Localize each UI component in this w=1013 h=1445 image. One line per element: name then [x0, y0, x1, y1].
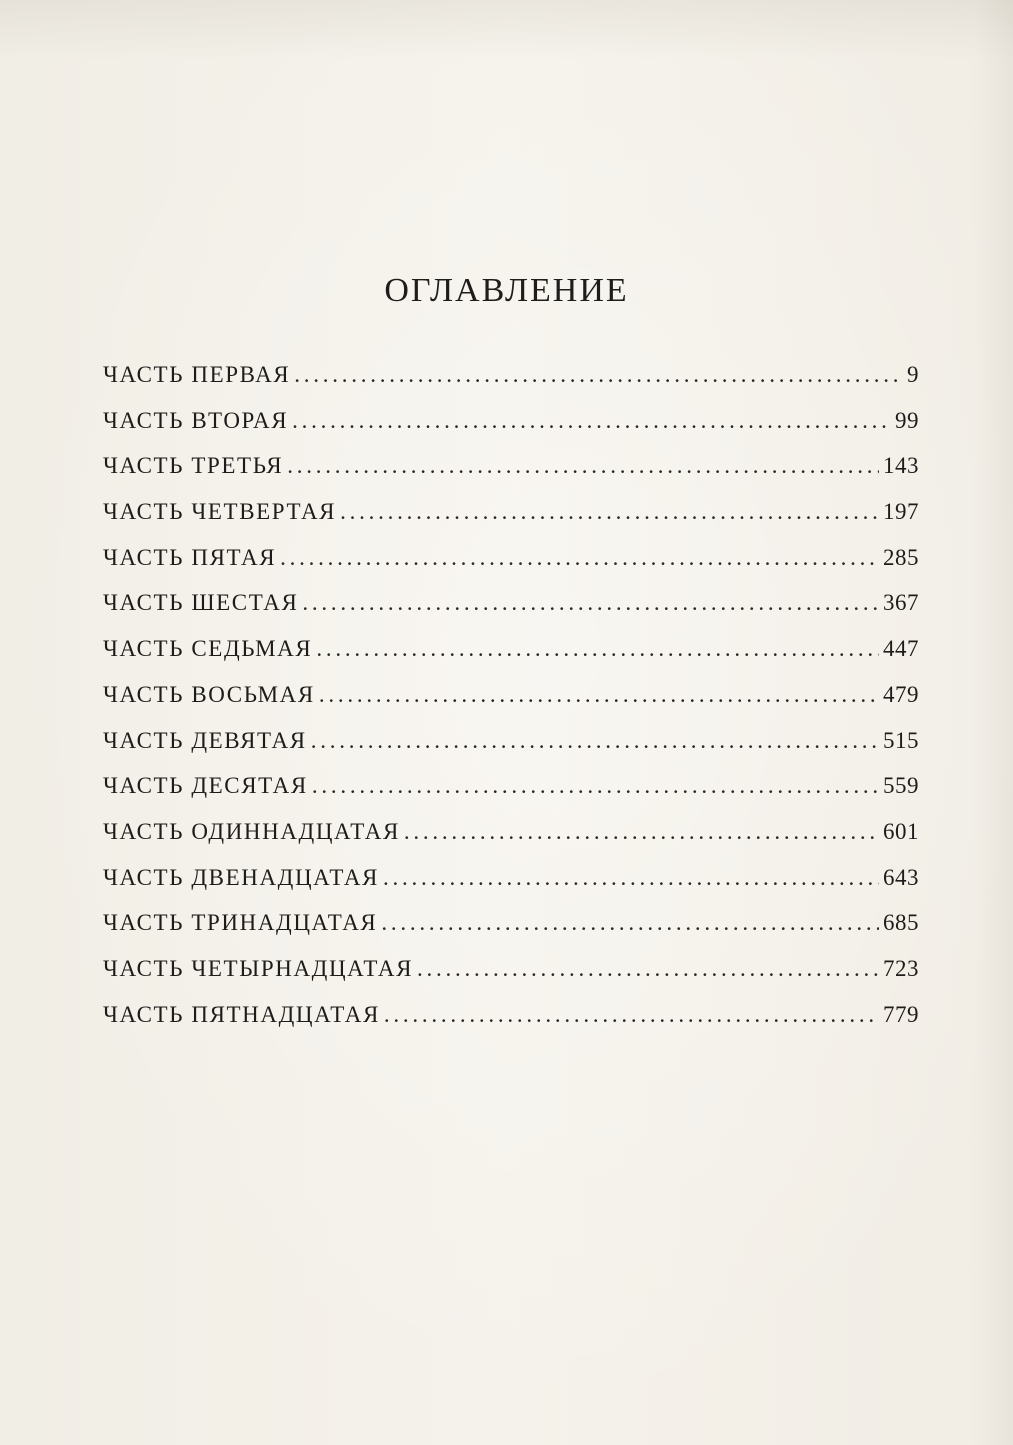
table-of-contents	[103, 362, 919, 1047]
toc-entry	[103, 819, 919, 865]
toc-page-number: 197	[883, 499, 919, 525]
toc-entry	[103, 728, 919, 774]
page-title: ОГЛАВЛЕНИЕ	[384, 272, 629, 309]
toc-page-number: 367	[883, 590, 919, 616]
page-top-shade	[0, 0, 1013, 60]
toc-page-number: 559	[883, 773, 919, 799]
toc-page-number: 685	[883, 910, 919, 936]
toc-dot-leader	[340, 499, 879, 525]
toc-page-number: 9	[907, 362, 919, 387]
toc-dot-leader	[280, 545, 879, 571]
toc-part-label: ЧАСТЬ ШЕСТАЯ	[103, 590, 299, 616]
toc-part-label: ЧАСТЬ ТРИНАДЦАТАЯ	[103, 910, 378, 936]
toc-entry	[103, 956, 919, 1002]
toc-dot-leader	[294, 362, 903, 388]
toc-part-label: ЧАСТЬ ДЕСЯТАЯ	[103, 773, 308, 799]
toc-page-number: 99	[895, 407, 919, 433]
toc-page-number: 143	[883, 453, 919, 479]
toc-dot-leader	[311, 728, 879, 754]
toc-entry	[103, 910, 919, 956]
toc-part-label: ЧАСТЬ ПЯТАЯ	[103, 544, 277, 570]
toc-dot-leader	[312, 773, 879, 799]
toc-dot-leader	[319, 682, 879, 708]
toc-dot-leader	[381, 910, 879, 936]
toc-page-number: 643	[883, 864, 919, 890]
toc-page-number: 285	[883, 544, 919, 570]
toc-entry	[103, 1002, 919, 1048]
toc-entry	[103, 453, 919, 499]
toc-dot-leader	[383, 865, 879, 891]
toc-dot-leader	[417, 956, 879, 982]
toc-part-label: ЧАСТЬ ПЯТНАДЦАТАЯ	[103, 1001, 380, 1027]
toc-entry	[103, 865, 919, 911]
toc-page-number: 601	[883, 818, 919, 844]
toc-part-label: ЧАСТЬ ЧЕТВЕРТАЯ	[103, 499, 337, 525]
toc-part-label: ЧАСТЬ ДЕВЯТАЯ	[103, 727, 307, 753]
toc-dot-leader	[302, 590, 879, 616]
toc-part-label: ЧАСТЬ ДВЕНАДЦАТАЯ	[103, 864, 379, 890]
toc-entry	[103, 499, 919, 545]
toc-dot-leader	[404, 819, 879, 845]
toc-dot-leader	[292, 408, 891, 434]
toc-part-label: ЧАСТЬ ПЕРВАЯ	[103, 362, 291, 387]
toc-page-number: 723	[883, 955, 919, 981]
page-edge-shade	[973, 0, 1013, 1445]
toc-entry	[103, 362, 919, 408]
toc-part-label: ЧАСТЬ ВОСЬМАЯ	[103, 681, 315, 707]
toc-dot-leader	[287, 453, 879, 479]
toc-part-label: ЧАСТЬ ТРЕТЬЯ	[103, 453, 284, 479]
toc-page-number: 779	[883, 1001, 919, 1027]
toc-part-label: ЧАСТЬ ОДИННАДЦАТАЯ	[103, 818, 400, 844]
toc-entry	[103, 408, 919, 454]
toc-dot-leader	[316, 636, 879, 662]
toc-entry	[103, 636, 919, 682]
toc-entry	[103, 545, 919, 591]
toc-page-number: 447	[883, 636, 919, 662]
toc-entry	[103, 590, 919, 636]
toc-page-number: 479	[883, 681, 919, 707]
toc-dot-leader	[384, 1002, 879, 1028]
toc-entry	[103, 682, 919, 728]
toc-part-label: ЧАСТЬ ЧЕТЫРНАДЦАТАЯ	[103, 955, 414, 981]
toc-page-number: 515	[883, 727, 919, 753]
toc-part-label: ЧАСТЬ ВТОРАЯ	[103, 407, 289, 433]
toc-entry	[103, 773, 919, 819]
toc-part-label: ЧАСТЬ СЕДЬМАЯ	[103, 636, 313, 662]
